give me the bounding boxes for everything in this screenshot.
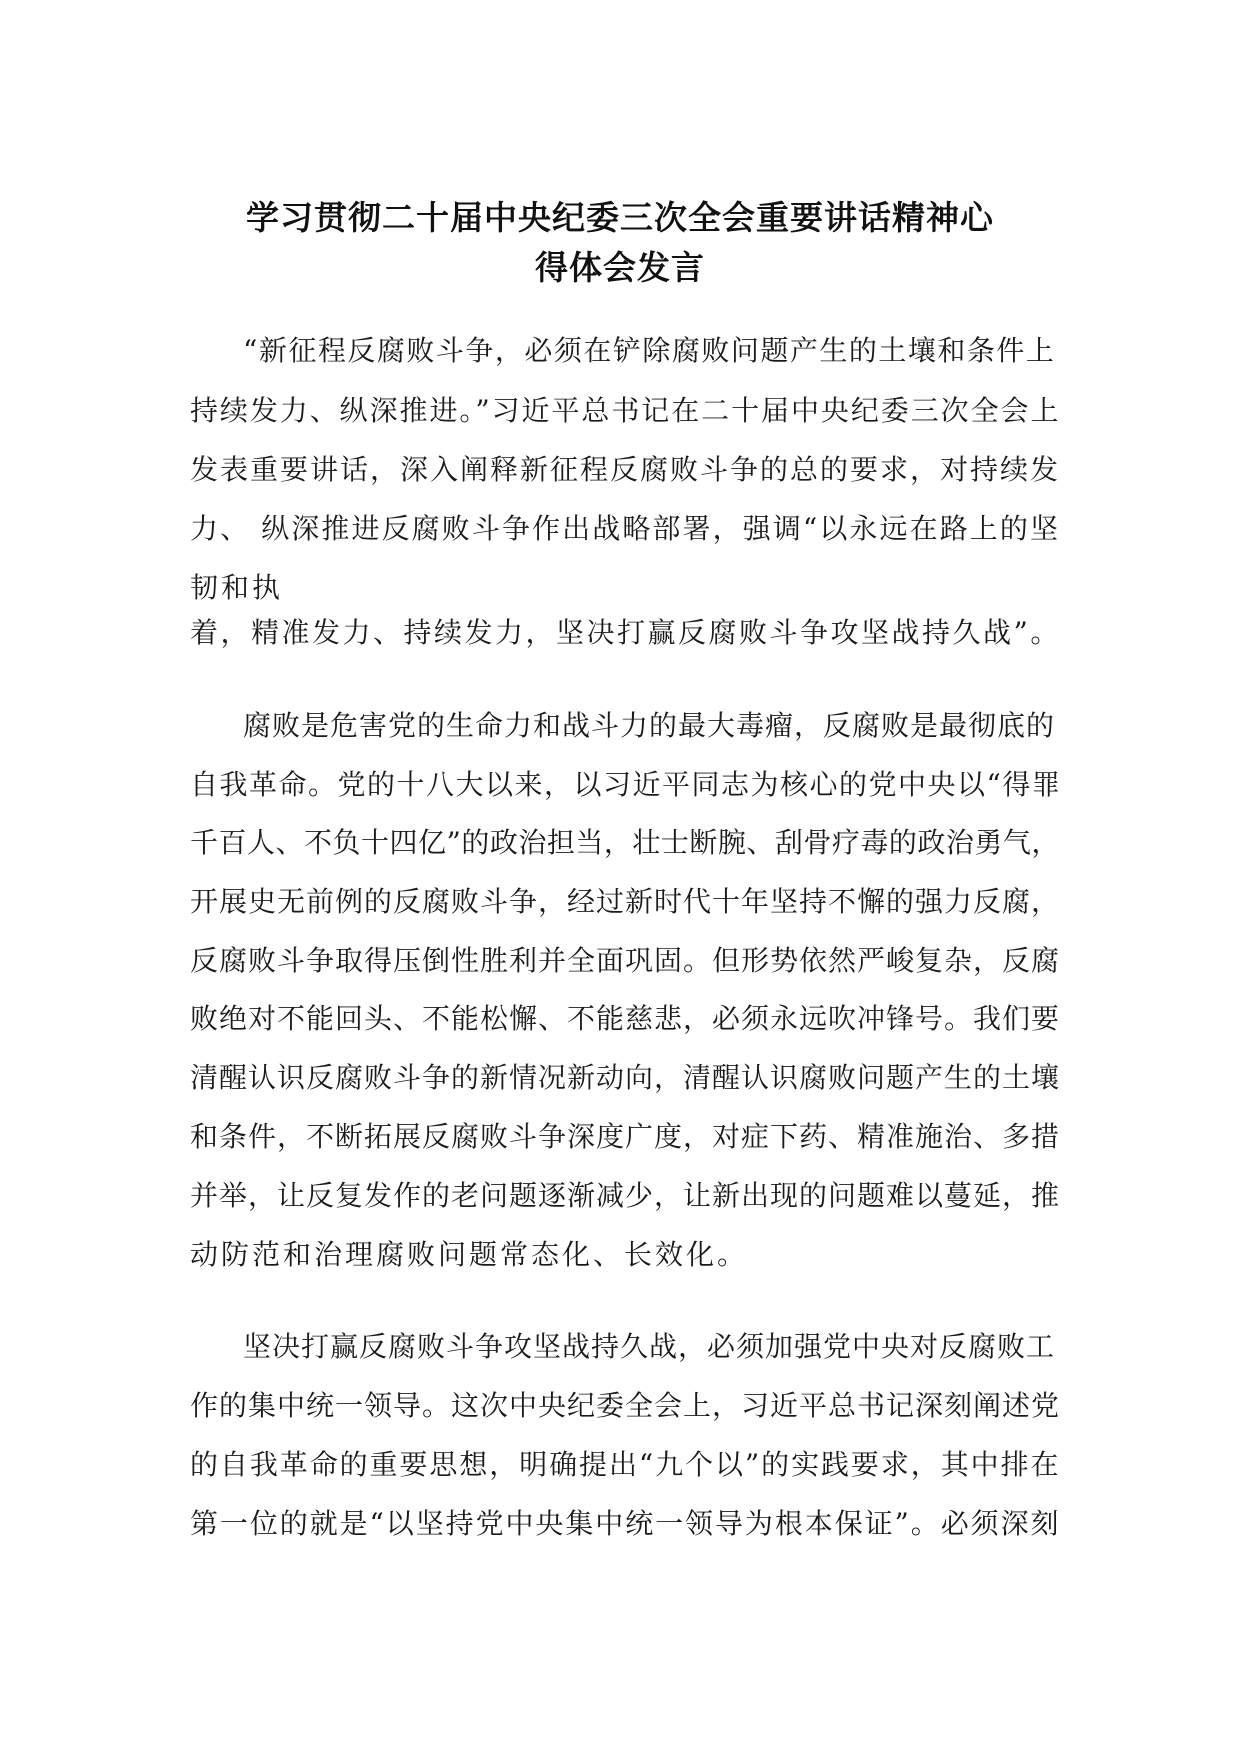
paragraph-3-line-3: 的自我革命的重要思想，明确提出“九个以”的实践要求，其中排在 <box>190 1448 1060 1481</box>
paragraph-3-line-2: 作的集中统一领导。这次中央纪委全会上，习近平总书记深刻阐述党 <box>190 1389 1061 1422</box>
paragraph-2-line-2: 自我革命。党的十八大以来，以习近平同志为核心的党中央以“得罪 <box>190 768 1062 801</box>
paragraph-1-line-1: “新征程反腐败斗争，必须在铲除腐败问题产生的土壤和条件上 <box>243 334 1056 367</box>
paragraph-2-line-5: 反腐败斗争取得压倒性胜利并全面巩固。但形势依然严峻复杂，反腐 <box>190 944 1061 977</box>
paragraph-1-line-2: 持续发力、纵深推进。”习近平总书记在二十届中央纪委三次全会上 <box>190 394 1060 427</box>
paragraph-2-line-3: 千百人、不负十四亿”的政治担当，壮士断腕、刮骨疗毒的政治勇气， <box>190 826 1060 859</box>
paragraph-1-line-3: 发表重要讲话，深入阐释新征程反腐败斗争的总的要求，对持续发 <box>190 453 1061 486</box>
paragraph-2-line-8: 和条件，不断拓展反腐败斗争深度广度，对症下药、精准施治、多措 <box>190 1120 1061 1153</box>
paragraph-2-line-9: 并举，让反复发作的老问题逐渐减少，让新出现的问题难以蔓延，推 <box>190 1179 1061 1212</box>
paragraph-1-line-4: 力、 纵深推进反腐败斗争作出战略部署，强调“以永远在路上的坚 <box>190 512 1060 545</box>
paragraph-2-line-7: 清醒认识反腐败斗争的新情况新动向，清醒认识腐败问题产生的土壤 <box>190 1061 1061 1094</box>
paragraph-2-line-4: 开展史无前例的反腐败斗争，经过新时代十年坚持不懈的强力反腐， <box>190 885 1061 918</box>
paragraph-2-line-6: 败绝对不能回头、不能松懈、不能慈悲，必须永远吹冲锋号。我们要 <box>190 1002 1061 1035</box>
paragraph-1-line-5: 韧和执 <box>190 571 284 604</box>
paragraph-2-line-1: 腐败是危害党的生命力和战斗力的最大毒瘤，反腐败是最彻底的 <box>243 709 1056 742</box>
paragraph-3-line-1: 坚决打赢反腐败斗争攻坚战持久战，必须加强党中央对反腐败工 <box>243 1330 1056 1363</box>
document-title-line-1: 学习贯彻二十届中央纪委三次全会重要讲话精神心 <box>246 198 994 237</box>
paragraph-3-line-4: 第一位的就是“以坚持党中央集中统一领导为根本保证”。必须深刻 <box>190 1507 1060 1540</box>
paragraph-2-line-10: 动防范和治理腐败问题常态化、长效化。 <box>190 1238 749 1271</box>
document-title-line-2: 得体会发言 <box>535 248 705 287</box>
paragraph-1-line-6: 着，精准发力、持续发力，坚决打赢反腐败斗争攻坚战持久战”。 <box>190 616 1061 649</box>
